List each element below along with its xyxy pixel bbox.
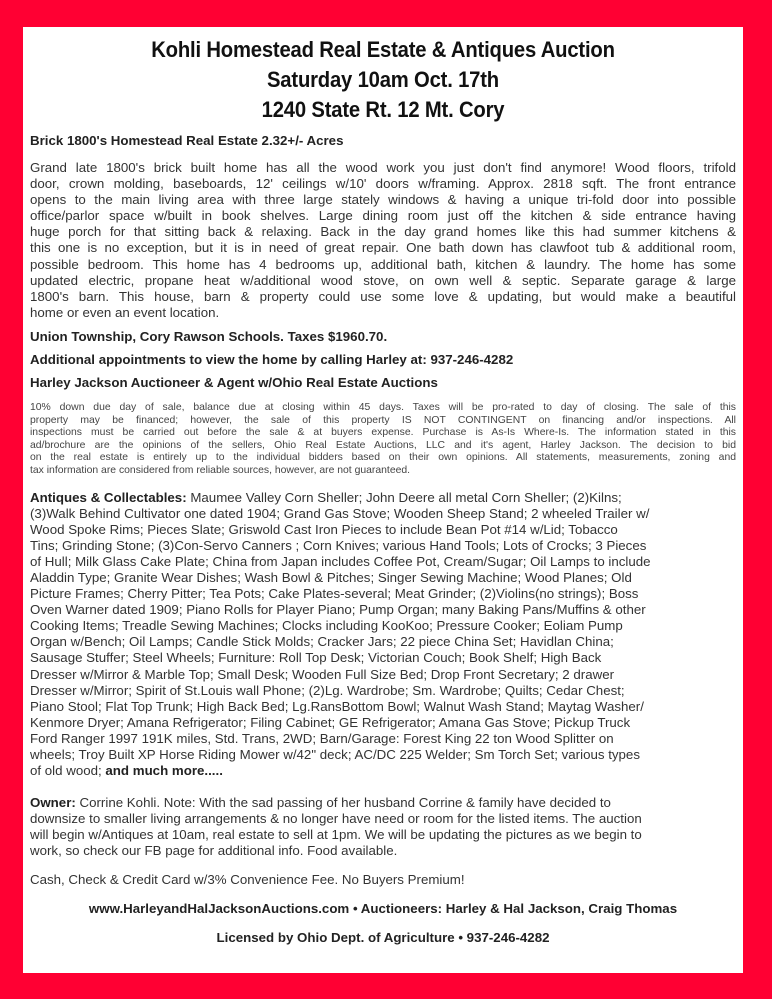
agent-info: Harley Jackson Auctioneer & Agent w/Ohio Real Estate Auctions xyxy=(30,374,438,390)
antiques-line: wheels; Troy Built XP Horse Riding Mower w/42" deck; AC/DC 225 Welder; Sm Torch Set; various types xyxy=(30,747,640,762)
description-line: door, crown molding, baseboards, 12' ceilings w/10' doors w/framing. Approx. 2818 sqft. The front entrance xyxy=(30,176,736,192)
appointments-phone: Additional appointments to view the home by calling Harley at: 937-246-4282 xyxy=(30,351,514,367)
antiques-line: Dresser w/Mirror; Spirit of St.Louis wall Phone; (2)Lg. Wardrobe; Sm. Wardrobe; Quilts; Cedar Chest; xyxy=(30,682,625,698)
flyer-title xyxy=(58,35,708,125)
owner-line: work, so check our FB page for additional info. Food available. xyxy=(30,843,398,859)
payment-terms: Cash, Check & Credit Card w/3% Convenience Fee. No Buyers Premium! xyxy=(30,871,465,887)
terms-line: tax information are considered from reliable sources, however, are not guaranteed. xyxy=(30,464,411,476)
antiques-first-items: Maumee Valley Corn Sheller; John Deere all metal Corn Sheller; (2)Kilns; xyxy=(186,489,622,505)
terms-line: on the real estate is entirely up to the individual bidders based on their own opinions. All statements, measurements, zoning and xyxy=(30,452,736,464)
owner-note xyxy=(30,795,736,859)
description-line: possible bedroom. This home has 4 bedrooms up, additional bath, kitchen & laundry. The home has some xyxy=(30,256,736,272)
owner-line: downsize to smaller living arrangements & no longer have need or room for the listed items. The auction xyxy=(30,811,642,827)
antiques-line xyxy=(30,490,736,506)
township-taxes: Union Township, Cory Rawson Schools. Taxes $1960.70. xyxy=(30,328,388,344)
antiques-last-items: of old wood; xyxy=(30,763,106,779)
antiques-line: Dresser w/Mirror & Marble Top; Small Desk; Wooden Full Size Bed; Drop Front Secretary; 2 drawer xyxy=(30,666,615,682)
antiques-list xyxy=(30,490,736,780)
description-line: Grand late 1800's brick built home has all the wood work you just don't find anymore! Wood floors, trifold xyxy=(30,160,736,175)
antiques-line: Aladdin Type; Granite Wear Dishes; Wash Bowl & Pitches; Singer Sewing Machine; Wood Planes; Old xyxy=(30,569,632,585)
owner-first-text: Corrine Kohli. Note: With the sad passing of her husband Corrine & family have decided to xyxy=(75,795,611,811)
terms-line: ad/brochure are the opinions of the sellers, Ohio Real Estate Auctions, LLC and it's agent, Harley Jackson. The decision to bid xyxy=(30,439,736,451)
antiques-line xyxy=(30,763,736,779)
antiques-line: Picture Frames; Cherry Pitter; Tea Pots; Cake Plates-several; Meat Grinder; (2)Violins(no strings); Boss xyxy=(30,586,639,602)
terms-line: inspections must be carried out before the sale & at buyers expense. Purchase is As-Is Where-Is. The information stated in this xyxy=(30,427,736,439)
terms-line: property may be financed; however, the sale of this property IS NOT CONTINGENT on financing and/or inspections. All xyxy=(30,414,736,426)
description-line: this one is no exception, but it is in need of great repair. One bath down has clawfoot tub & additional room, xyxy=(30,240,736,256)
antiques-line: Kenmore Dryer; Amana Refrigerator; Filing Cabinet; GE Refrigerator; Amana Gas Stove; Pickup Truck xyxy=(30,714,631,730)
antiques-line: Cooking Items; Treadle Sewing Machines; Clocks including KooKoo; Pressure Cooker; Eoliam Pump xyxy=(30,618,623,634)
antiques-line: Ford Ranger 1997 191K miles, Std. Trans, 2WD; Barn/Garage: Forest King 22 ton Wood Splitter on xyxy=(30,730,614,746)
description-line: 1800's barn. This house, barn & property could use some love & updating, but would make a beautiful xyxy=(30,288,736,304)
antiques-label: Antiques & Collectables: xyxy=(30,489,187,505)
terms-line: 10% down due day of sale, balance due at closing within 45 days. Taxes will be pro-rated to day of closing. The sale of this xyxy=(30,401,736,413)
antiques-line: Tins; Grinding Stone; (3)Con-Servo Canners ; Corn Knives; various Hand Tools; Lots of Crocks; 3 Pieces xyxy=(30,537,647,553)
title-line-address: 1240 State Rt. 12 Mt. Cory xyxy=(261,97,505,122)
title-line-date: Saturday 10am Oct. 17th xyxy=(266,67,499,92)
license-phone: Licensed by Ohio Dept. of Agriculture • 937-246-4282 xyxy=(216,929,550,945)
description-line: opens to the main living area with three large stately windows & having a unique tri-fold door into possible xyxy=(30,192,736,208)
antiques-line: Oven Warner dated 1909; Piano Rolls for Player Piano; Pump Organ; many Baking Pans/Muffins & other xyxy=(30,602,646,618)
and-much-more: and much more..... xyxy=(105,763,223,779)
terms-fine-print xyxy=(30,402,736,478)
antiques-line: (3)Walk Behind Cultivator one dated 1904; Grand Gas Stove; Wooden Sheep Stand; 2 wheeled Trailer w/ xyxy=(30,505,650,521)
antiques-line: Organ w/Bench; Oil Lamps; Candle Stick Molds; Cracker Jars; 22 piece China Set; Havidlan China; xyxy=(30,634,614,650)
description-line: updated electric, propane heat w/additional wood stove, on own well & septic. Separate garage & large xyxy=(30,272,736,288)
title-line-auction-name: Kohli Homestead Real Estate & Antiques Auction xyxy=(151,37,615,62)
owner-line: will begin w/Antiques at 10am, real estate to sell at 1pm. We will be updating the pictures as we begin to xyxy=(30,827,642,843)
real-estate-description xyxy=(30,160,736,321)
antiques-line: Piano Stool; Flat Top Trunk; High Back Bed; Lg.RansBottom Bowl; Walnut Wash Stand; Maytag Washer/ xyxy=(30,698,644,714)
owner-label: Owner: xyxy=(30,795,76,811)
antiques-line: of Hull; Milk Glass Cake Plate; China from Japan includes Coffee Pot, Cream/Sugar; Oil Lamps to include xyxy=(30,553,651,569)
website-auctioneers: www.HarleyandHalJacksonAuctions.com • Auctioneers: Harley & Hal Jackson, Craig Thomas xyxy=(88,900,678,916)
antiques-line: Wood Spoke Rims; Pieces Slate; Griswold Cast Iron Pieces to include Bean Pot #14 w/Lid; Tobacco xyxy=(30,521,618,537)
antiques-line: Sausage Stuffer; Steel Wheels; Furniture: Roll Top Desk; Victorian Couch; Book Shelf; High Back xyxy=(30,650,602,666)
real-estate-heading: Brick 1800's Homestead Real Estate 2.32+/- Acres xyxy=(30,133,344,148)
description-line: office/parlor space w/built in book shelves. Large dining room just off the kitchen & side entrance having xyxy=(30,208,736,224)
description-line: home or even an event location. xyxy=(30,304,220,320)
description-line: huge porch for that sitting back & relaxing. Back in the day grand homes like this had summer kitchens & xyxy=(30,224,736,240)
flyer-panel xyxy=(23,27,743,973)
owner-line xyxy=(30,795,736,811)
